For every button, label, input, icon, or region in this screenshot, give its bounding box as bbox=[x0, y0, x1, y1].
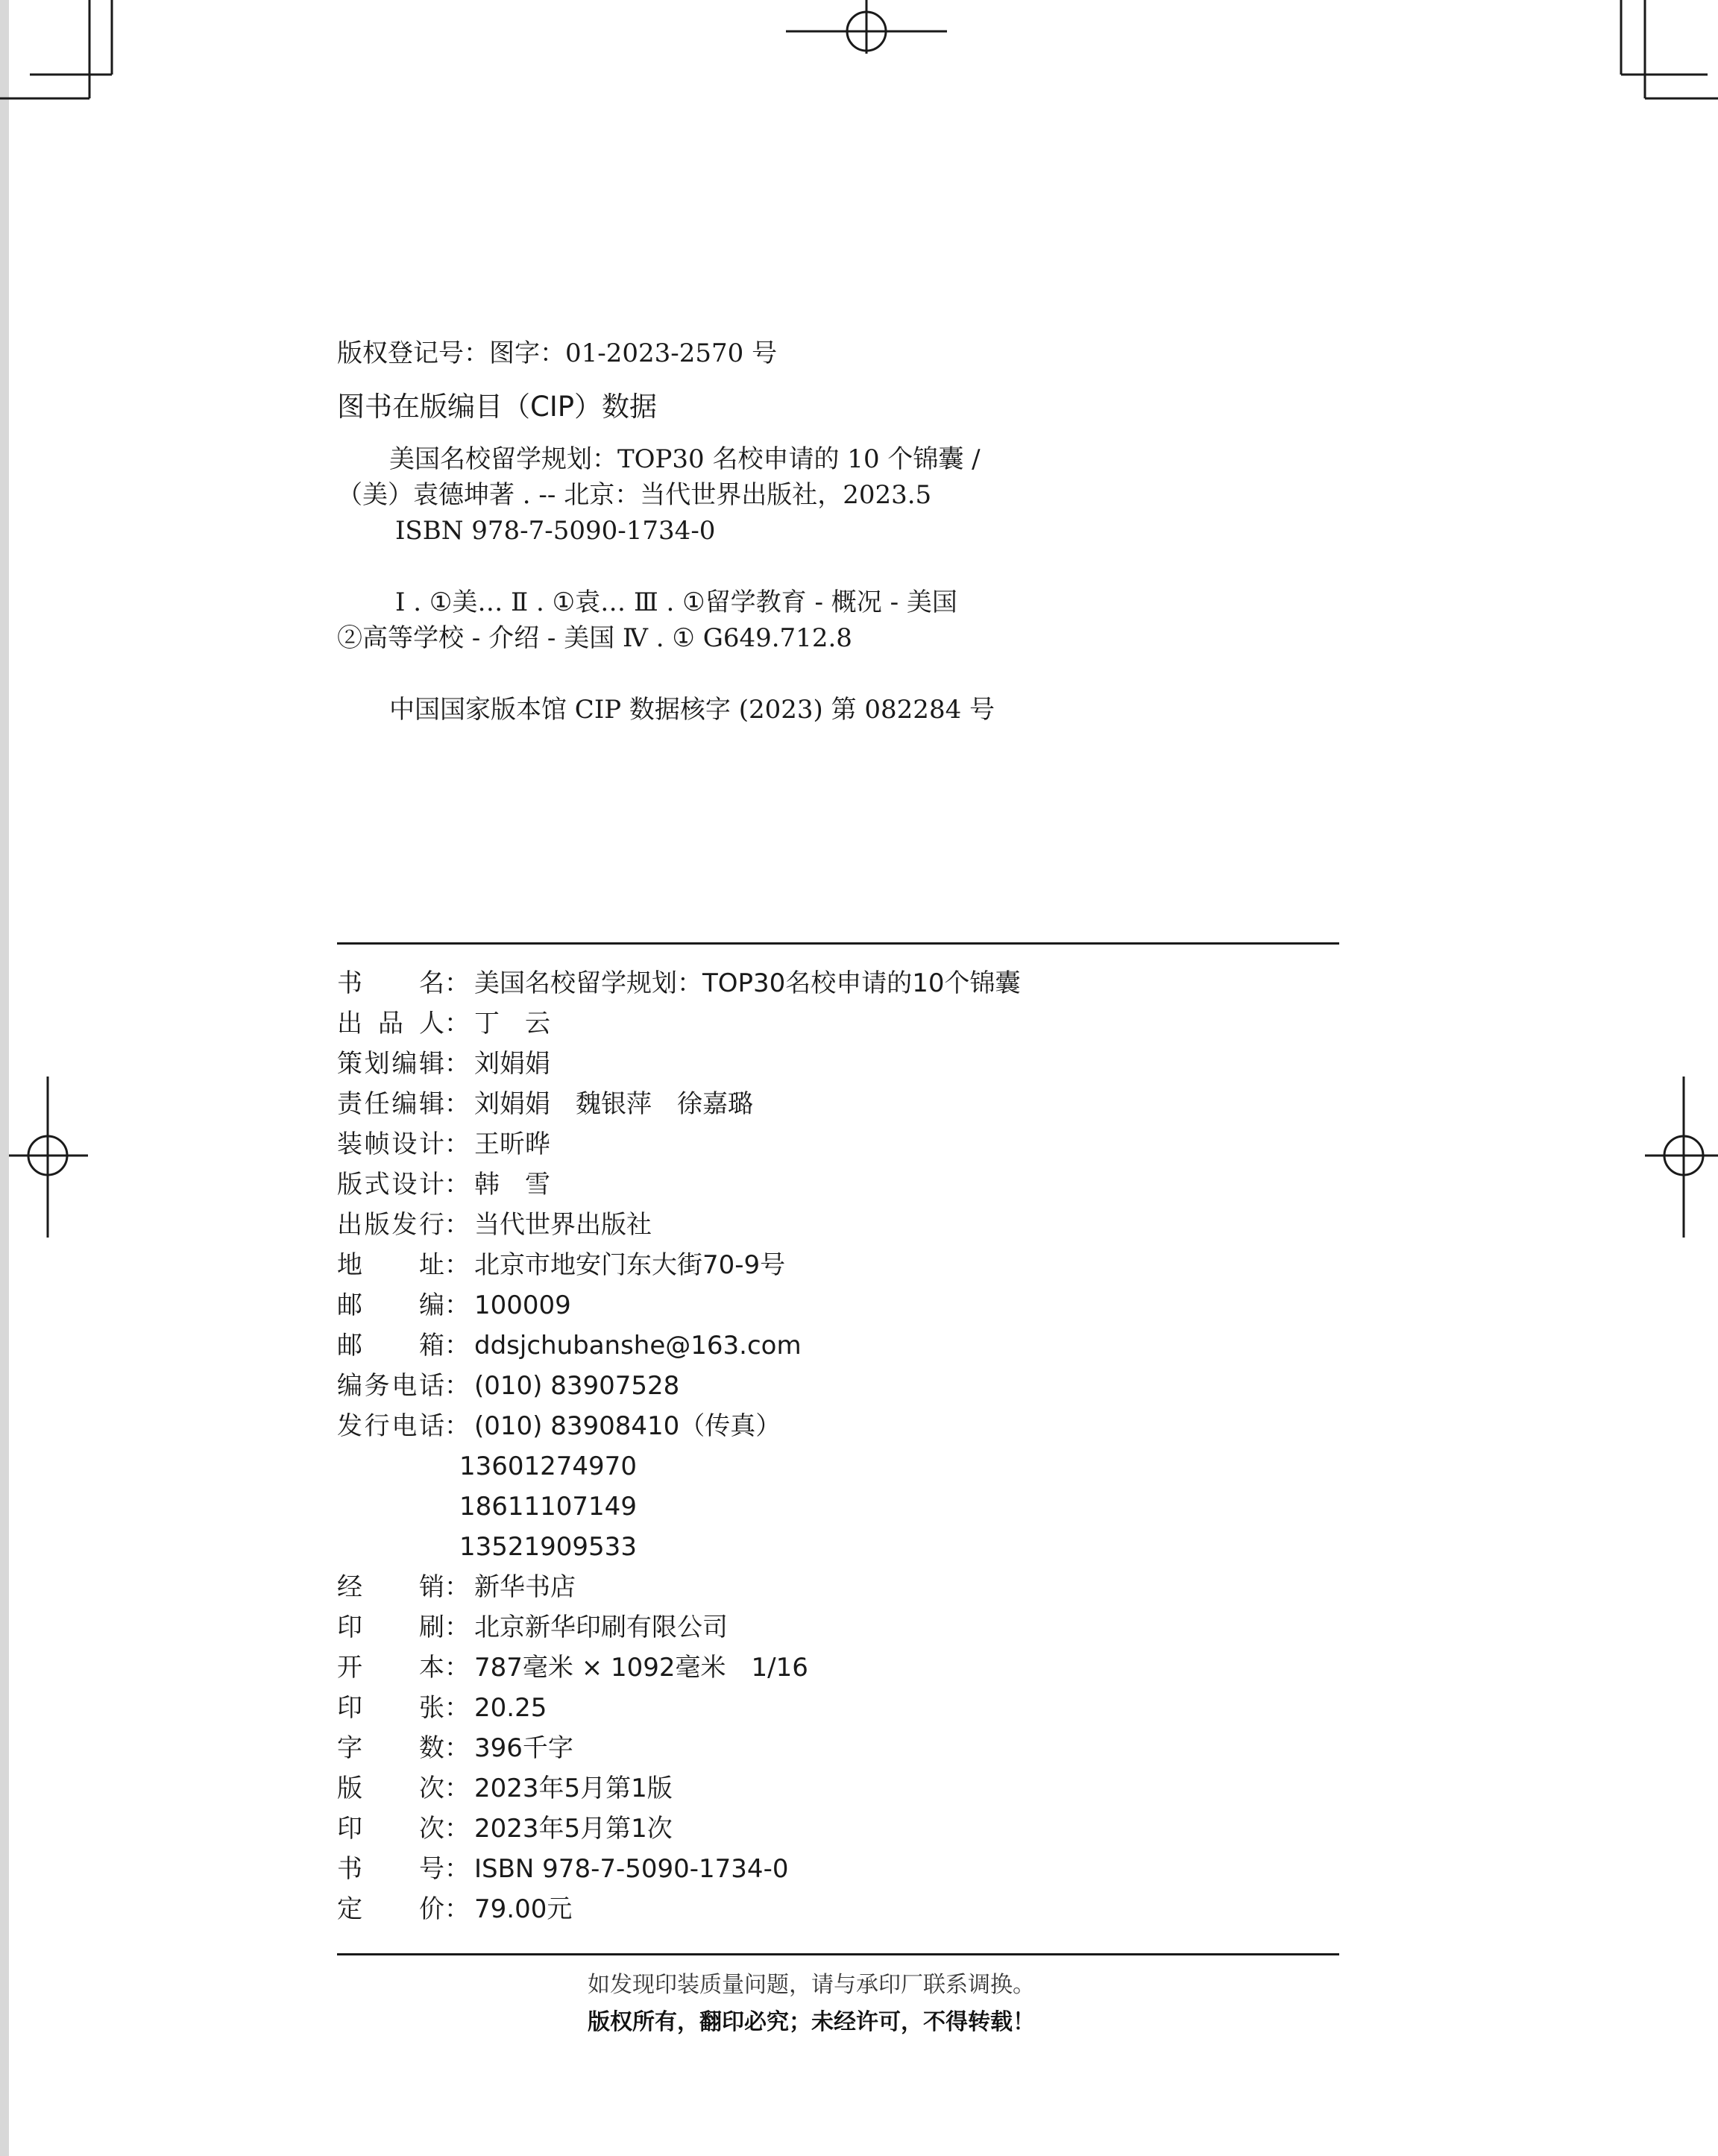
info-value: 79.00元 bbox=[474, 1894, 573, 1924]
info-row bbox=[337, 1648, 1021, 1688]
info-label-char: 字 bbox=[337, 1733, 362, 1763]
info-label-char: 策 bbox=[337, 1049, 362, 1079]
info-row bbox=[337, 1728, 1021, 1768]
info-row bbox=[337, 1084, 1021, 1124]
info-label-char: 任 bbox=[364, 1089, 390, 1119]
info-label-char: 务 bbox=[364, 1371, 390, 1401]
info-colon: ： bbox=[444, 968, 470, 998]
registration-mark-right bbox=[1645, 1077, 1718, 1238]
cip-author-line: （美）袁德坤著 . -- 北京：当代世界出版社，2023.5 bbox=[337, 480, 932, 510]
info-colon: ： bbox=[444, 1613, 470, 1642]
info-label-char: 发 bbox=[391, 1210, 418, 1240]
info-row bbox=[337, 1849, 1021, 1889]
info-value: (010) 83907528 bbox=[474, 1371, 680, 1401]
info-value: 刘娟娟 bbox=[474, 1049, 550, 1079]
cip-classification-line-2: ②高等学校 - 介绍 - 美国 Ⅳ . ① G649.712.8 bbox=[337, 623, 852, 653]
info-row bbox=[337, 1044, 1021, 1084]
info-row bbox=[337, 1607, 1021, 1648]
info-label-char: 出 bbox=[337, 1210, 362, 1240]
info-label-char: 印 bbox=[337, 1693, 362, 1723]
info-label-char: 编 bbox=[391, 1049, 418, 1079]
info-row bbox=[337, 1527, 1021, 1567]
info-label bbox=[337, 963, 444, 1003]
info-label-char: 次 bbox=[419, 1814, 444, 1844]
info-label bbox=[337, 1728, 444, 1768]
info-colon: ： bbox=[444, 1049, 470, 1079]
info-value: 丁 云 bbox=[474, 1009, 550, 1038]
info-label bbox=[337, 1688, 444, 1728]
info-label-char: 出 bbox=[337, 1009, 362, 1038]
info-label-char: 帧 bbox=[364, 1129, 390, 1159]
info-label-char: 版 bbox=[337, 1170, 362, 1200]
info-colon: ： bbox=[444, 1250, 470, 1280]
info-label bbox=[337, 1567, 444, 1607]
info-row bbox=[337, 1567, 1021, 1607]
info-label bbox=[337, 1607, 444, 1648]
info-label-char: 品 bbox=[378, 1009, 403, 1038]
info-label-char: 编 bbox=[337, 1371, 362, 1401]
info-label-char: 版 bbox=[364, 1210, 390, 1240]
info-label-char: 计 bbox=[418, 1170, 444, 1200]
info-colon: ： bbox=[444, 1774, 470, 1803]
cip-block bbox=[337, 335, 1381, 728]
quality-notice: 如发现印装质量问题，请与承印厂联系调换。 bbox=[588, 1972, 1035, 1998]
info-label bbox=[337, 1326, 444, 1366]
info-label-char: 人 bbox=[419, 1009, 444, 1038]
info-label-char: 话 bbox=[418, 1411, 444, 1441]
crop-mark-top-left bbox=[0, 0, 112, 98]
info-label-char: 装 bbox=[337, 1129, 362, 1159]
info-row bbox=[337, 1889, 1021, 1929]
info-row bbox=[337, 1164, 1021, 1205]
info-label bbox=[337, 1768, 444, 1809]
info-label bbox=[337, 1003, 444, 1044]
info-label bbox=[337, 1164, 444, 1205]
info-label-char: 邮 bbox=[337, 1331, 362, 1361]
info-label-char: 次 bbox=[419, 1774, 444, 1803]
info-label-char: 号 bbox=[419, 1854, 444, 1884]
info-label bbox=[337, 1285, 444, 1326]
info-colon: ： bbox=[444, 1089, 470, 1119]
info-label-char: 销 bbox=[419, 1572, 444, 1602]
info-value: 18611107149 bbox=[459, 1492, 637, 1522]
info-label-char: 数 bbox=[419, 1733, 444, 1763]
info-row bbox=[337, 1205, 1021, 1245]
info-value: 北京新华印刷有限公司 bbox=[474, 1613, 728, 1642]
info-value: ddsjchubanshe@163.com bbox=[474, 1331, 802, 1361]
info-label-char: 设 bbox=[391, 1129, 418, 1159]
info-value: 787毫米 × 1092毫米 1/16 bbox=[474, 1653, 808, 1683]
info-value: 20.25 bbox=[474, 1693, 547, 1723]
info-label-char: 经 bbox=[337, 1572, 362, 1602]
info-value: 刘娟娟 魏银萍 徐嘉璐 bbox=[474, 1089, 753, 1119]
info-row bbox=[337, 1487, 1021, 1527]
info-row bbox=[337, 1245, 1021, 1285]
info-label-char: 址 bbox=[419, 1250, 444, 1280]
info-label-char: 邮 bbox=[337, 1290, 362, 1320]
info-row bbox=[337, 1688, 1021, 1728]
info-label bbox=[337, 1889, 444, 1929]
info-colon: ： bbox=[444, 1693, 470, 1723]
info-label-char: 书 bbox=[337, 968, 362, 998]
info-label-char: 设 bbox=[391, 1170, 418, 1200]
info-label-char: 行 bbox=[418, 1210, 444, 1240]
info-label bbox=[337, 1205, 444, 1245]
info-value: (010) 83908410（传真） bbox=[474, 1411, 781, 1441]
info-label-char: 名 bbox=[419, 968, 444, 998]
info-label-char: 辑 bbox=[418, 1089, 444, 1119]
info-colon: ： bbox=[444, 1331, 470, 1361]
info-row bbox=[337, 1406, 1021, 1446]
info-label bbox=[337, 1648, 444, 1688]
info-label-char: 箱 bbox=[419, 1331, 444, 1361]
info-label-char: 电 bbox=[391, 1371, 418, 1401]
info-value: 2023年5月第1版 bbox=[474, 1774, 673, 1803]
footer-notice bbox=[588, 1967, 1035, 2041]
info-colon: ： bbox=[444, 1653, 470, 1683]
info-row bbox=[337, 1124, 1021, 1164]
info-value: 396千字 bbox=[474, 1733, 573, 1763]
info-value: 2023年5月第1次 bbox=[474, 1814, 673, 1844]
info-colon: ： bbox=[444, 1854, 470, 1884]
info-value: 新华书店 bbox=[474, 1572, 576, 1602]
info-value: 美国名校留学规划：TOP30名校申请的10个锦囊 bbox=[474, 968, 1021, 998]
info-label-char: 地 bbox=[337, 1250, 362, 1280]
crop-mark-top-right bbox=[1621, 0, 1718, 98]
cip-isbn-line: ISBN 978-7-5090-1734-0 bbox=[395, 516, 716, 546]
info-label-char: 责 bbox=[337, 1089, 362, 1119]
info-value: 北京市地安门东大街70-9号 bbox=[474, 1250, 786, 1280]
info-label-char: 本 bbox=[419, 1653, 444, 1683]
info-label-char: 开 bbox=[337, 1653, 362, 1683]
cip-verification: 中国国家版本馆 CIP 数据核字 (2023) 第 082284 号 bbox=[389, 695, 995, 725]
info-row bbox=[337, 1366, 1021, 1406]
info-colon: ： bbox=[444, 1009, 470, 1038]
info-label-char: 行 bbox=[364, 1411, 390, 1441]
info-label-char: 划 bbox=[364, 1049, 390, 1079]
info-label-char: 书 bbox=[337, 1854, 362, 1884]
info-label-char: 编 bbox=[391, 1089, 418, 1119]
info-label bbox=[337, 1809, 444, 1849]
info-label-char: 电 bbox=[391, 1411, 418, 1441]
info-value: ISBN 978-7-5090-1734-0 bbox=[474, 1854, 789, 1884]
rights-notice: 版权所有，翻印必究；未经许可，不得转载！ bbox=[588, 2009, 1035, 2035]
info-label-char: 式 bbox=[364, 1170, 390, 1200]
cip-classification-line-1: Ⅰ . ①美… Ⅱ . ①袁… Ⅲ . ①留学教育 - 概况 - 美国 bbox=[395, 587, 957, 617]
info-row bbox=[337, 1809, 1021, 1849]
info-label-char: 张 bbox=[419, 1693, 444, 1723]
info-row bbox=[337, 1285, 1021, 1326]
info-label bbox=[337, 1044, 444, 1084]
info-label bbox=[337, 1084, 444, 1124]
info-value: 当代世界出版社 bbox=[474, 1210, 652, 1240]
info-row bbox=[337, 963, 1021, 1003]
info-label bbox=[337, 1366, 444, 1406]
info-row bbox=[337, 1003, 1021, 1044]
info-label-char: 计 bbox=[418, 1129, 444, 1159]
cip-heading: 图书在版编目（CIP）数据 bbox=[337, 391, 658, 423]
info-colon: ： bbox=[444, 1894, 470, 1924]
info-label bbox=[337, 1124, 444, 1164]
info-colon: ： bbox=[444, 1290, 470, 1320]
info-label-char: 价 bbox=[419, 1894, 444, 1924]
info-value: 13521909533 bbox=[459, 1532, 637, 1562]
info-colon: ： bbox=[444, 1733, 470, 1763]
info-row bbox=[337, 1446, 1021, 1487]
registration-mark-top bbox=[786, 0, 947, 54]
info-label-char: 定 bbox=[337, 1894, 362, 1924]
info-label-char: 版 bbox=[337, 1774, 362, 1803]
publication-info bbox=[337, 963, 1021, 1929]
info-label-char: 话 bbox=[418, 1371, 444, 1401]
bottom-divider bbox=[337, 1953, 1339, 1955]
info-colon: ： bbox=[444, 1210, 470, 1240]
info-label-char: 印 bbox=[337, 1613, 362, 1642]
top-divider bbox=[337, 942, 1339, 945]
info-colon: ： bbox=[444, 1170, 470, 1200]
info-colon: ： bbox=[444, 1411, 470, 1441]
copyright-registration: 版权登记号：图字：01-2023-2570 号 bbox=[337, 338, 778, 368]
info-colon: ： bbox=[444, 1814, 470, 1844]
info-label-char: 编 bbox=[419, 1290, 444, 1320]
info-value: 100009 bbox=[474, 1290, 571, 1320]
info-value: 王昕晔 bbox=[474, 1129, 550, 1159]
info-label-char: 印 bbox=[337, 1814, 362, 1844]
info-label bbox=[337, 1406, 444, 1446]
info-row bbox=[337, 1768, 1021, 1809]
info-label bbox=[337, 1245, 444, 1285]
info-colon: ： bbox=[444, 1371, 470, 1401]
info-row bbox=[337, 1326, 1021, 1366]
info-value: 13601274970 bbox=[459, 1451, 637, 1481]
info-label bbox=[337, 1849, 444, 1889]
info-label-char: 发 bbox=[337, 1411, 362, 1441]
cip-title-line: 美国名校留学规划：TOP30 名校申请的 10 个锦囊 / bbox=[389, 444, 981, 474]
info-label-char: 刷 bbox=[419, 1613, 444, 1642]
info-colon: ： bbox=[444, 1572, 470, 1602]
info-colon: ： bbox=[444, 1129, 470, 1159]
info-value: 韩 雪 bbox=[474, 1170, 550, 1200]
registration-mark-left bbox=[9, 1077, 88, 1238]
info-label-char: 辑 bbox=[418, 1049, 444, 1079]
